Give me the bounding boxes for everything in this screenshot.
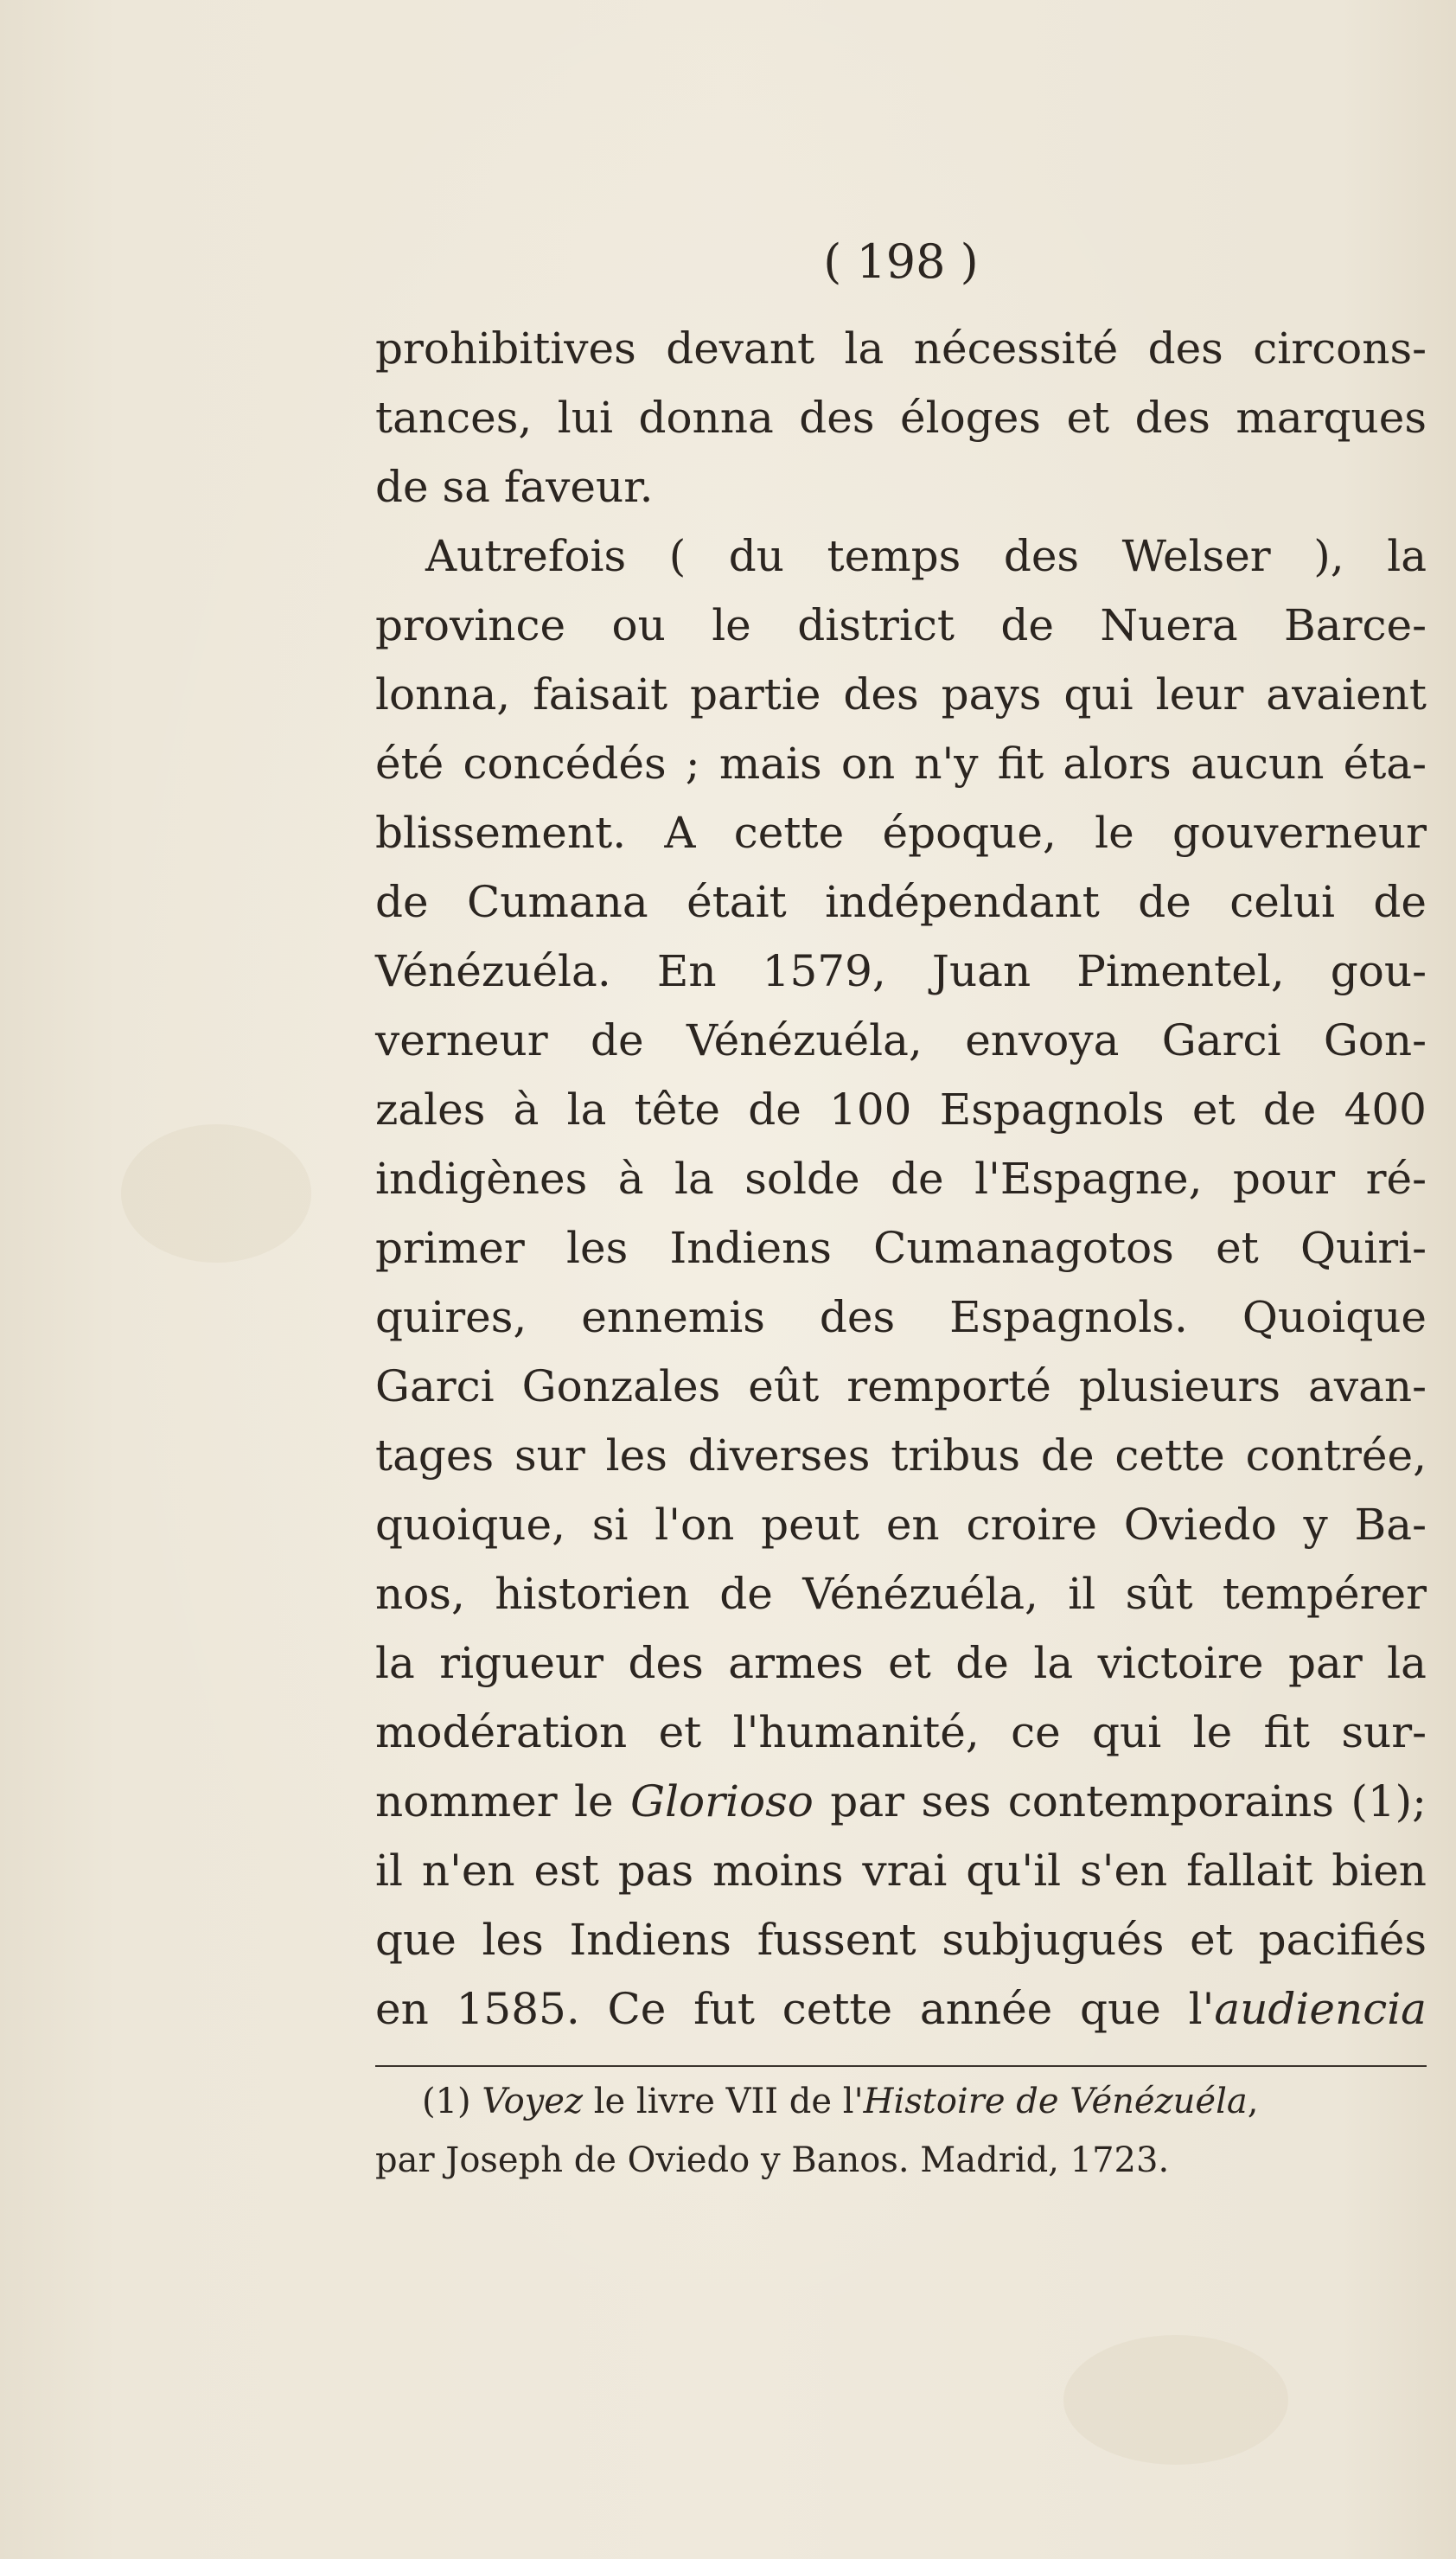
text-line: de sa faveur. bbox=[375, 462, 654, 512]
text-line: de Cumana était indépendant de celui de bbox=[375, 877, 1427, 927]
text-line: Vénézuéla. En 1579, Juan Pimentel, gou- bbox=[375, 946, 1427, 996]
text-line: verneur de Vénézuéla, envoya Garci Gon- bbox=[375, 1015, 1427, 1065]
text-line: tances, lui donna des éloges et des marques bbox=[375, 393, 1427, 443]
text-line: blissement. A cette époque, le gouverneur bbox=[375, 808, 1427, 858]
text-line: indigènes à la solde de l'Espagne, pour ré- bbox=[375, 1154, 1427, 1204]
text-line: tages sur les diverses tribus de cette contrée, bbox=[375, 1430, 1427, 1481]
text-line: primer les Indiens Cumanagotos et Quiri- bbox=[375, 1223, 1427, 1273]
footnote-line: par Joseph de Oviedo y Banos. Madrid, 1723. bbox=[375, 2140, 1170, 2180]
text-line: Garci Gonzales eût remporté plusieurs avan- bbox=[375, 1361, 1427, 1411]
text-line: zales à la tête de 100 Espagnols et de 400 bbox=[375, 1084, 1427, 1135]
footnote-marker: (1) bbox=[422, 2082, 482, 2121]
footnote-line bbox=[375, 2074, 1427, 2129]
footnote-title: Histoire de Vénézuéla bbox=[863, 2082, 1248, 2121]
text-line bbox=[375, 1767, 1427, 1836]
italic-term: audiencia bbox=[1214, 1984, 1427, 2034]
text-line: la rigueur des armes et de la victoire par la bbox=[375, 1638, 1427, 1688]
footnote-rule bbox=[375, 2065, 1427, 2067]
text-line: lonna, faisait partie des pays qui leur avaient bbox=[375, 669, 1427, 720]
text-line: quires, ennemis des Espagnols. Quoique bbox=[375, 1292, 1427, 1342]
text-line: nos, historien de Vénézuéla, il sût tempérer bbox=[375, 1569, 1427, 1619]
text-line: modération et l'humanité, ce qui le fit sur- bbox=[375, 1707, 1427, 1757]
text-line: province ou le district de Nuera Barce- bbox=[375, 600, 1427, 650]
text-run: en 1585. Ce fut cette année que l' bbox=[375, 1984, 1215, 2034]
paper-stain bbox=[121, 1124, 311, 1263]
italic-term: Glorioso bbox=[630, 1776, 814, 1826]
text-line: que les Indiens fussent subjugués et pacifiés bbox=[375, 1915, 1427, 1965]
text-line: été concédés ; mais on n'y fit alors aucun éta- bbox=[375, 739, 1427, 789]
text-run: par ses contemporains (1); bbox=[813, 1776, 1427, 1826]
paragraph-start-line: Autrefois ( du temps des Welser ), la bbox=[425, 531, 1427, 581]
text-run: , bbox=[1247, 2082, 1259, 2121]
text-line: quoique, si l'on peut en croire Oviedo y Ba- bbox=[375, 1500, 1427, 1550]
text-line: il n'en est pas moins vrai qu'il s'en fallait bien bbox=[375, 1846, 1427, 1896]
footnote-voyez: Voyez bbox=[482, 2082, 584, 2121]
page-number: ( 198 ) bbox=[823, 234, 979, 289]
text-run: le livre VII de l' bbox=[583, 2082, 864, 2121]
text-run: nommer le bbox=[375, 1776, 631, 1826]
paper-stain bbox=[1063, 2335, 1288, 2465]
text-line bbox=[375, 1974, 1427, 2044]
text-line: prohibitives devant la nécessité des circons- bbox=[375, 323, 1427, 374]
